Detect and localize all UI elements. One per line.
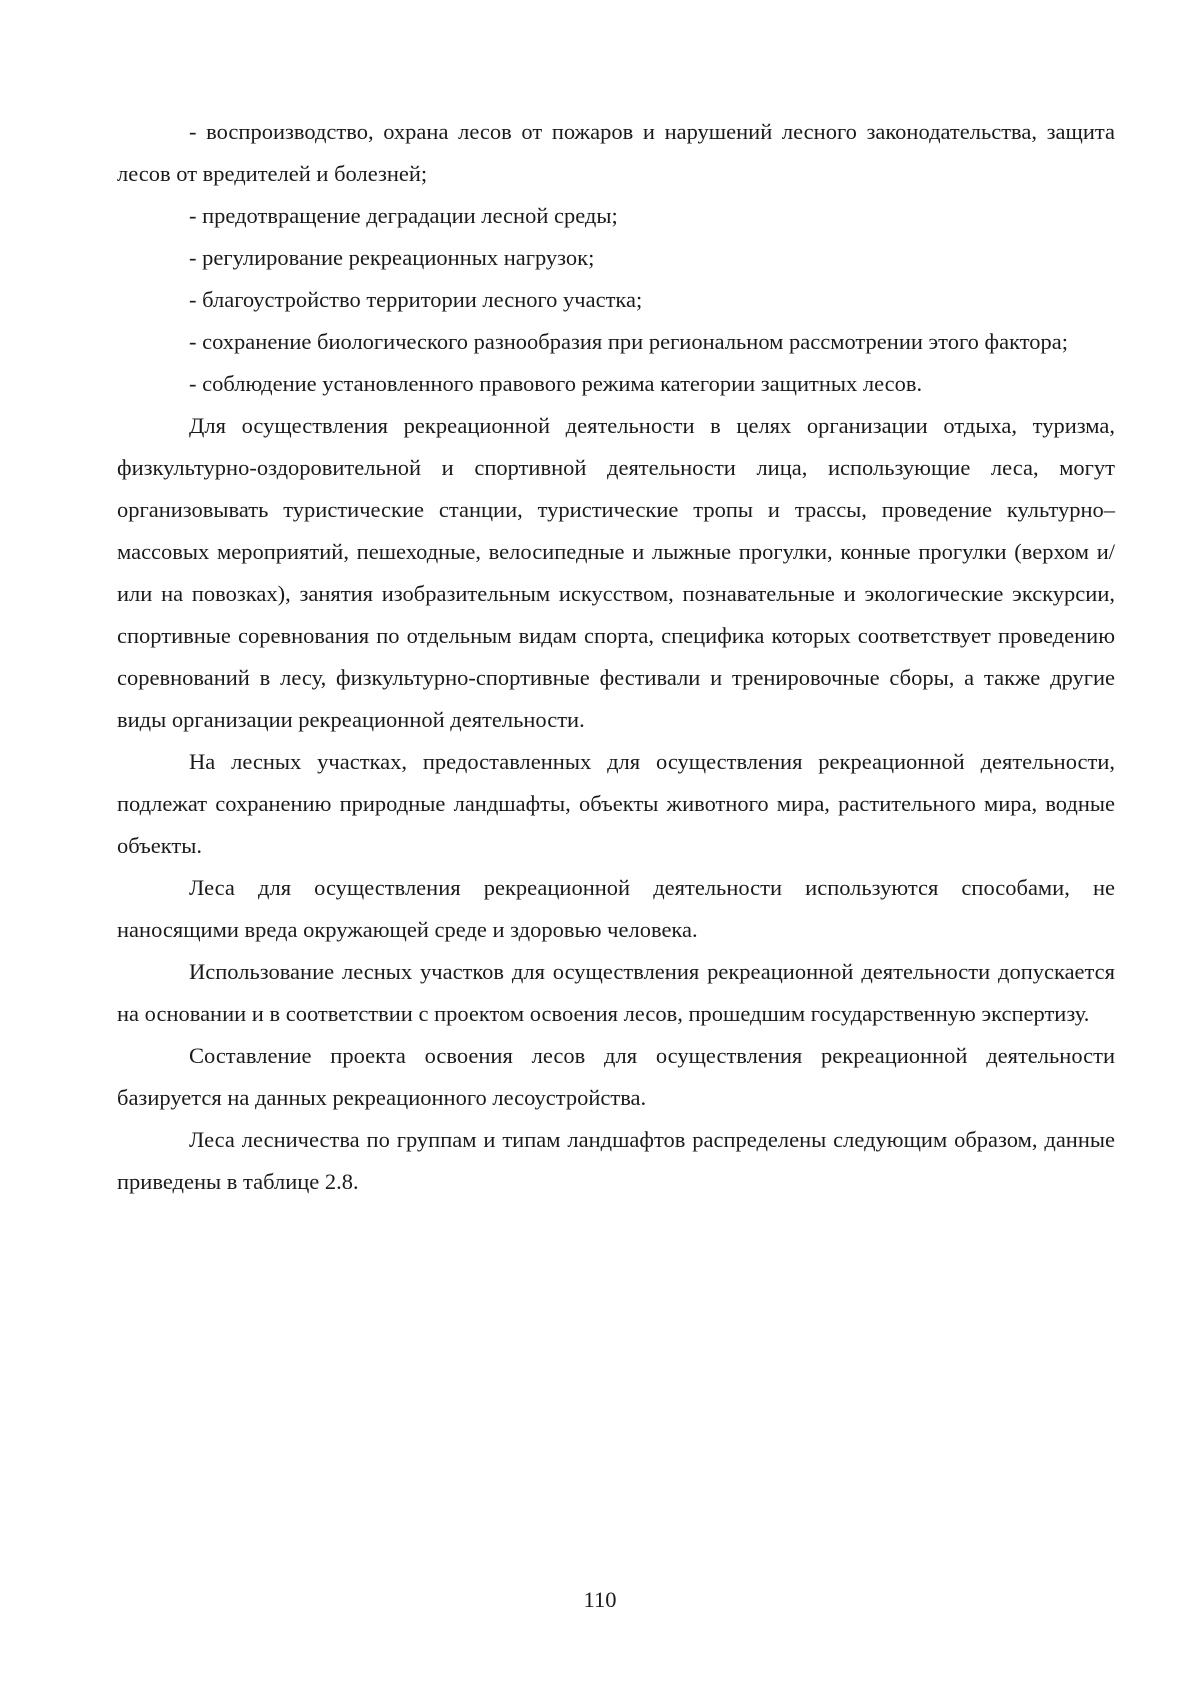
list-item-legal-regime: - соблюдение установленного правового режима категории защитных лесов.: [189, 371, 923, 396]
paragraph-usage-methods: Леса для осуществления рекреационной деятельности используются способами, не наносящими вреда окружающей среде и здоровью человека.: [117, 875, 1115, 942]
paragraph-landscape-distribution: Леса лесничества по группам и типам ландшафтов распределены следующим образом, данные приведены в таблице 2.8.: [117, 1127, 1115, 1194]
list-item-biodiversity: - сохранение биологического разнообразия при региональном рассмотрении этого фактора;: [189, 329, 1068, 354]
paragraph-recreational-activities: Для осуществления рекреационной деятельности в целях организации отдыха, туризма, физкультурно-оздоровительной и спортивной деятельности лица, использующие леса, могут организовывать туристические станции, туристические тропы и трассы, проведение культурно–массовых мероприятий, пешеходные, велосипедные и лыжные прогулки, конные прогулки (верхом и/или на повозках), занятия изобразительным искусством, познавательные и экологические экскурсии, спортивные соревнования по отдельным видам спорта, специфика которых соответствует проведению соревнований в лесу, физкультурно-спортивные фестивали и тренировочные сборы, а также другие виды организации рекреационной деятельности.: [117, 413, 1115, 732]
list-item-load-regulation: - регулирование рекреационных нагрузок;: [189, 245, 595, 270]
body-text: [117, 111, 1115, 1203]
page-number: 110: [583, 1587, 617, 1612]
list-item-reproduction: - воспроизводство, охрана лесов от пожаров и нарушений лесного законодательства, защита лесов от вредителей и болезней;: [117, 119, 1115, 186]
paragraph-preservation: На лесных участках, предоставленных для осуществления рекреационной деятельности, подлежат сохранению природные ландшафты, объекты животного мира, растительного мира, водные объекты.: [117, 749, 1115, 858]
paragraph-project-approval: Использование лесных участков для осуществления рекреационной деятельности допускается на основании и в соответствии с проектом освоения лесов, прошедшим государственную экспертизу.: [117, 959, 1115, 1026]
paragraph-project-basis: Составление проекта освоения лесов для осуществления рекреационной деятельности базируется на данных рекреационного лесоустройства.: [117, 1043, 1115, 1110]
list-item-landscaping: - благоустройство территории лесного участка;: [189, 287, 643, 312]
list-item-degradation-prevention: - предотвращение деградации лесной среды;: [189, 203, 618, 228]
